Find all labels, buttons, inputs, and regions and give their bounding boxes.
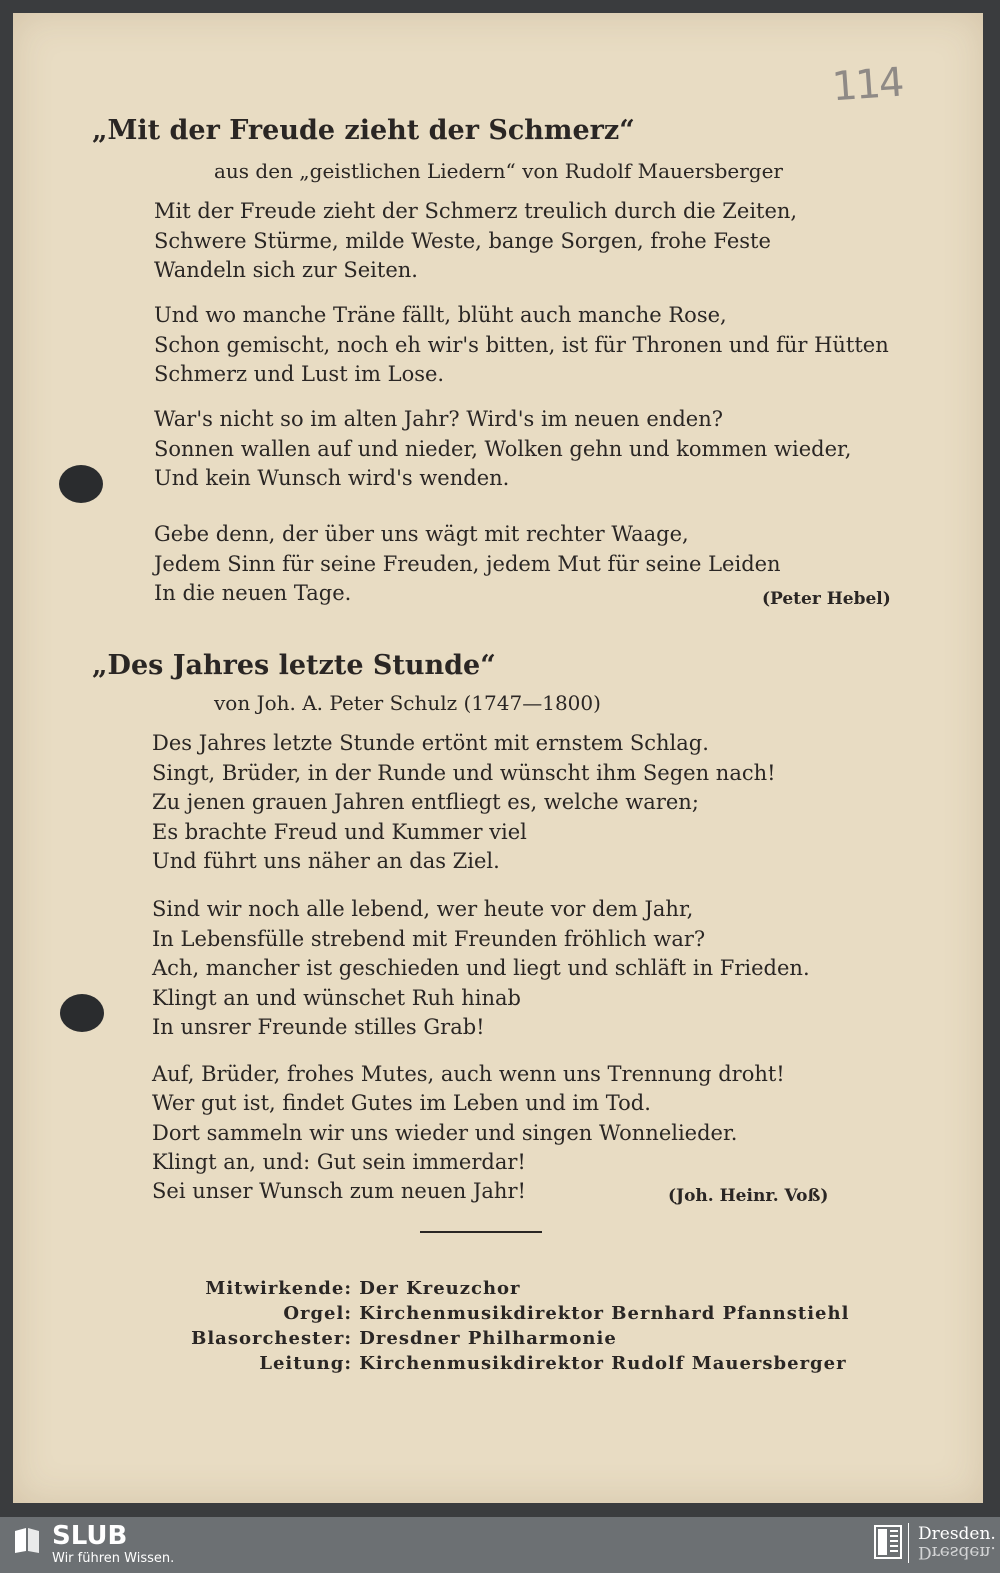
footer-separator	[908, 1523, 909, 1563]
song1-line: War's nicht so im alten Jahr? Wird's im neuen enden?	[154, 407, 723, 431]
credit-organ	[172, 1303, 849, 1324]
song1-author: (Peter Hebel)	[762, 589, 891, 609]
song2-line: Dort sammeln wir uns wieder und singen Wonnelieder.	[152, 1121, 738, 1145]
song1-line: Und kein Wunsch wird's wenden.	[154, 466, 510, 490]
credit-name: Kirchenmusikdirektor Bernhard Pfannstiehl	[359, 1303, 850, 1324]
song1-line: Sonnen wallen auf und nieder, Wolken gehn und kommen wieder,	[154, 437, 852, 461]
credit-name: Dresdner Philharmonie	[359, 1328, 617, 1349]
credit-role: Mitwirkende:	[205, 1278, 352, 1299]
credit-role: Leitung:	[259, 1353, 352, 1374]
song1-line: Schon gemischt, noch eh wir's bitten, ist für Thronen und für Hütten	[154, 333, 889, 357]
credit-performers	[172, 1278, 521, 1299]
punch-hole-top	[59, 465, 103, 503]
credit-name: Der Kreuzchor	[359, 1278, 521, 1299]
page-number: 114	[830, 59, 904, 111]
song2-subtitle: von Joh. A. Peter Schulz (1747—1800)	[214, 691, 601, 715]
library-name: SLUB	[52, 1521, 128, 1551]
song2-line: Sei unser Wunsch zum neuen Jahr!	[152, 1179, 526, 1203]
song2-line: In unsrer Freunde stilles Grab!	[152, 1015, 485, 1039]
song2-line: Klingt an und wünschet Ruh hinab	[152, 986, 521, 1010]
song1-subtitle: aus den „geistlichen Liedern“ von Rudolf Mauersberger	[214, 159, 783, 183]
song1-line: Schwere Stürme, milde Weste, bange Sorgen, frohe Feste	[154, 229, 771, 253]
credit-role: Orgel:	[283, 1303, 352, 1324]
song1-line: Wandeln sich zur Seiten.	[154, 258, 418, 282]
song1-line: In die neuen Tage.	[154, 581, 352, 605]
song2-line: Und führt uns näher an das Ziel.	[152, 849, 500, 873]
song2-line: Es brachte Freud und Kummer viel	[152, 820, 527, 844]
city-name-line-mirror: Dresden.	[918, 1542, 996, 1562]
slub-book-icon	[12, 1525, 42, 1555]
song2-line: Sind wir noch alle lebend, wer heute vor dem Jahr,	[152, 897, 694, 921]
song2-line: Zu jenen grauen Jahren entfliegt es, welche waren;	[152, 790, 699, 814]
punch-hole-bottom	[60, 994, 104, 1032]
song1-line: Gebe denn, der über uns wägt mit rechter Waage,	[154, 522, 689, 546]
footer-bar	[0, 1517, 1000, 1573]
city-name	[918, 1525, 996, 1561]
city-name-line: Dresden.	[918, 1524, 996, 1544]
song2-line: Singt, Brüder, in der Runde und wünscht ihm Segen nach!	[152, 761, 776, 785]
song2-line: In Lebensfülle strebend mit Freunden fröhlich war?	[152, 927, 706, 951]
credit-role: Blasorchester:	[191, 1328, 352, 1349]
song1-line: Schmerz und Lust im Lose.	[154, 362, 445, 386]
divider-rule	[420, 1231, 542, 1233]
library-slogan: Wir führen Wissen.	[52, 1551, 175, 1566]
song2-line: Wer gut ist, findet Gutes im Leben und im Tod.	[152, 1091, 651, 1115]
song2-author: (Joh. Heinr. Voß)	[668, 1186, 829, 1206]
song2-title: „Des Jahres letzte Stunde“	[92, 650, 496, 681]
credit-name: Kirchenmusikdirektor Rudolf Mauersberger	[359, 1353, 847, 1374]
credit-conductor	[172, 1353, 847, 1374]
song2-line: Klingt an, und: Gut sein immerdar!	[152, 1150, 526, 1174]
song1-title: „Mit der Freude zieht der Schmerz“	[92, 115, 635, 146]
song2-line: Des Jahres letzte Stunde ertönt mit ernstem Schlag.	[152, 731, 709, 755]
song1-line: Jedem Sinn für seine Freuden, jedem Mut für seine Leiden	[154, 552, 781, 576]
song1-line: Und wo manche Träne fällt, blüht auch manche Rose,	[154, 303, 727, 327]
credit-brass	[172, 1328, 617, 1349]
city-crest-icon	[874, 1525, 902, 1559]
song2-line: Auf, Brüder, frohes Mutes, auch wenn uns Trennung droht!	[152, 1062, 785, 1086]
song1-line: Mit der Freude zieht der Schmerz treulich durch die Zeiten,	[154, 199, 798, 223]
song2-line: Ach, mancher ist geschieden und liegt und schläft in Frieden.	[152, 956, 810, 980]
